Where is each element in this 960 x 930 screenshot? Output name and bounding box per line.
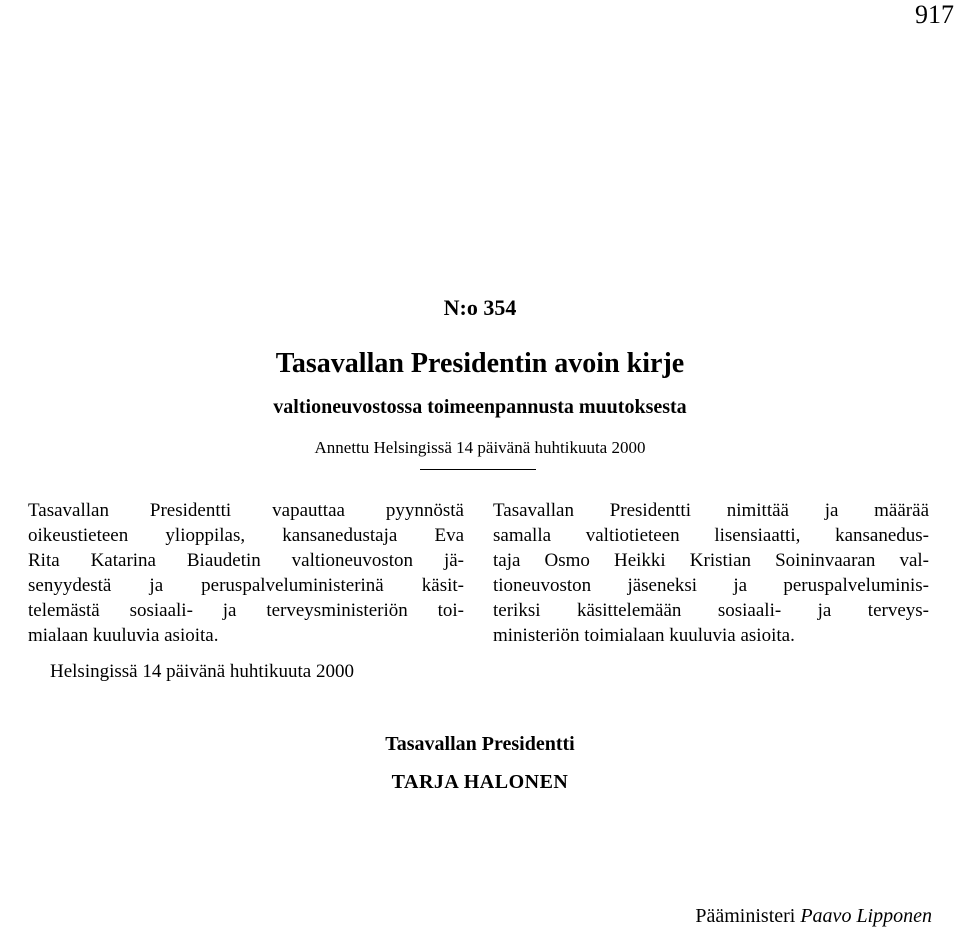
signer-title: Tasavallan Presidentti	[385, 733, 575, 755]
countersigner-role: Pääministeri	[695, 905, 796, 927]
header-divider	[420, 469, 536, 470]
document-number: N:o 354	[443, 295, 517, 320]
signer-name: TARJA HALONEN	[391, 771, 569, 793]
left-column-line: mialaan kuuluvia asioita.	[28, 625, 219, 646]
left-column-line: senyydestä ja peruspalveluministerinä käsit-	[28, 575, 464, 596]
right-column-line: Tasavallan Presidentti nimittää ja määrää	[493, 500, 929, 521]
left-column-line: Rita Katarina Biaudetin valtioneuvoston jä-	[28, 550, 464, 571]
right-column-line: taja Osmo Heikki Kristian Soininvaaran val-	[493, 550, 929, 571]
left-column-paragraph	[28, 498, 464, 648]
left-column-line: Tasavallan Presidentti vapauttaa pyynnöstä	[28, 500, 464, 521]
issued-date-line: Annettu Helsingissä 14 päivänä huhtikuuta 2000	[314, 438, 646, 457]
countersignature	[695, 903, 932, 929]
right-column-paragraph	[493, 498, 929, 648]
place-and-date: Helsingissä 14 päivänä huhtikuuta 2000	[50, 661, 354, 682]
right-column-line: tioneuvoston jäseneksi ja peruspalveluminis-	[493, 575, 929, 596]
right-column-line: samalla valtiotieteen lisensiaatti, kansanedus-	[493, 525, 929, 546]
right-column-line: teriksi käsittelemään sosiaali- ja terveys-	[493, 600, 929, 621]
countersigner-name: Paavo Lipponen	[800, 905, 932, 927]
page-number: 917	[915, 0, 954, 29]
document-title: Tasavallan Presidentin avoin kirje	[275, 348, 685, 379]
right-column-line: ministeriön toimialaan kuuluvia asioita.	[493, 625, 795, 646]
document-subtitle: valtioneuvostossa toimeenpannusta muutoksesta	[273, 396, 687, 418]
left-column-line: oikeustieteen ylioppilas, kansanedustaja Eva	[28, 525, 464, 546]
left-column-line: telemästä sosiaali- ja terveysministeriön toi-	[28, 600, 464, 621]
